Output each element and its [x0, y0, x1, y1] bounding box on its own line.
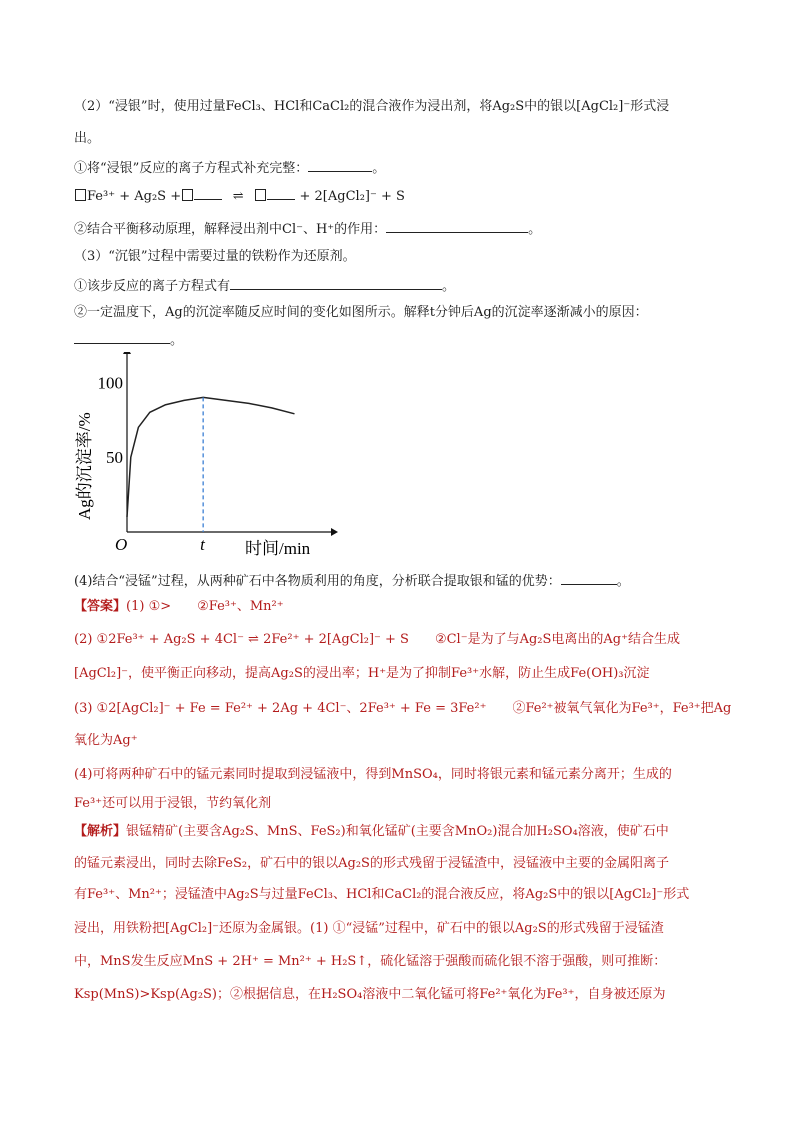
answer-blank[interactable]: [561, 572, 617, 585]
q4-prompt: (4)结合“浸锰”过程，从两种矿石中各物质利用的角度，分析联合提取银和锰的优势：: [74, 574, 561, 589]
x-axis-label: 时间/min: [245, 539, 311, 558]
analysis-text-1: 银锰精矿(主要含Ag₂S、MnS、FeS₂)和氧化锰矿(主要含MnO₂)混合加H₂SO₄溶液，使矿石中: [126, 824, 669, 839]
answer-blank[interactable]: [230, 277, 442, 290]
analysis-line-4: 浸出，用铁粉把[AgCl₂]⁻还原为金属银。(1) ①“浸锰”过程中，矿石中的银以Ag₂S的形式残留于浸锰渣: [74, 921, 664, 936]
q3-intro: （3）“沉银”过程中需要过量的铁粉作为还原剂。: [74, 249, 356, 264]
q2-1-end: 。: [372, 161, 386, 176]
answer-blank[interactable]: [267, 187, 295, 200]
answer-blank[interactable]: [74, 331, 170, 344]
y-tick-label: 50: [106, 448, 123, 468]
equilibrium-arrow-icon: ⇌: [232, 189, 244, 204]
analysis-line-6: Ksp(MnS)>Ksp(Ag₂S)；②根据信息，在H₂SO₄溶液中二氧化锰可将Fe²⁺氧化为Fe³⁺，自身被还原为: [74, 987, 666, 1002]
y-axis-label: Ag的沉淀率/%: [75, 412, 94, 520]
q4-end: 。: [616, 574, 630, 589]
answer-blank[interactable]: [194, 187, 222, 200]
answer-3-line-2: 氧化为Ag⁺: [74, 733, 138, 748]
answer-2-line-2: [AgCl₂]⁻，使平衡正向移动，提高Ag₂S的浸出率；H⁺是为了抑制Fe³⁺水解，防止生成Fe(OH)₃沉淀: [74, 666, 650, 681]
coefficient-box[interactable]: [182, 189, 193, 201]
analysis-line-1: [74, 823, 669, 841]
q2-2-end: 。: [528, 222, 542, 237]
answer-blank[interactable]: [308, 159, 372, 172]
answer-label: 【答案】: [74, 599, 127, 614]
q3-2-end: 。: [170, 333, 184, 348]
origin-label: O: [115, 535, 128, 554]
q2-2-prompt: ②结合平衡移动原理，解释浸出剂中Cl⁻、H⁺的作用：: [74, 222, 387, 237]
answer-4-line-2: Fe³⁺还可以用于浸银，节约氧化剂: [74, 796, 272, 811]
analysis-line-5: 中，MnS发生反应MnS + 2H⁺ = Mn²⁺ + H₂S↑，硫化锰溶于强酸而硫化银不溶于强酸，则可推断：: [74, 954, 667, 969]
eq-part2: + 2[AgCl₂]⁻ + S: [299, 189, 405, 204]
q2-intro: （2）“浸银”时，使用过量FeCl₃、HCl和CaCl₂的混合液作为浸出剂，将Ag₂S中的银以[AgCl₂]⁻形式浸: [74, 99, 670, 114]
q2-intro-cont: 出。: [74, 131, 101, 146]
q2-2-line: [74, 220, 541, 239]
q4-line: [74, 572, 630, 591]
analysis-line-2: 的锰元素浸出，同时去除FeS₂，矿石中的银以Ag₂S的形式残留于浸锰渣中，浸锰液中主要的金属阳离子: [74, 856, 669, 871]
q2-1-line: [74, 159, 385, 178]
coefficient-box[interactable]: [75, 189, 86, 201]
x-tick-label: t: [200, 535, 205, 554]
answer-4-line-1: (4)可将两种矿石中的锰元素同时提取到浸锰液中，得到MnSO₄，同时将银元素和锰元素分离开；生成的: [74, 767, 672, 782]
answer-blank[interactable]: [386, 220, 528, 233]
coefficient-box[interactable]: [255, 189, 266, 201]
answer-2-line-1: (2) ①2Fe³⁺ + Ag₂S + 4Cl⁻ ⇌ 2Fe²⁺ + 2[AgCl₂]⁻ + S ②Cl⁻是为了与Ag₂S电离出的Ag⁺结合生成: [74, 632, 680, 647]
q3-1-end: 。: [442, 279, 456, 294]
equation-line: [74, 187, 405, 206]
series-line: [127, 397, 295, 517]
y-axis-arrow-icon: [123, 352, 131, 354]
eq-part1: Fe³⁺ + Ag₂S +: [87, 189, 182, 204]
sedimentation-rate-chart: [70, 352, 340, 564]
answer-1: (1) ①> ②Fe³⁺、Mn²⁺: [126, 599, 284, 614]
q3-1-prompt: ①该步反应的离子方程式有: [74, 279, 231, 294]
answer-line-1: [74, 598, 284, 616]
q2-1-prompt: ①将“浸银”反应的离子方程式补充完整：: [74, 161, 309, 176]
answer-3-line-1: (3) ①2[AgCl₂]⁻ + Fe = Fe²⁺ + 2Ag + 4Cl⁻、2Fe³⁺ + Fe = 3Fe²⁺ ②Fe²⁺被氧气氧化为Fe³⁺，Fe³⁺把Ag: [74, 701, 732, 716]
q3-2-blank-line: [74, 331, 183, 350]
q3-1-line: [74, 277, 455, 296]
analysis-label: 【解析】: [74, 824, 127, 839]
analysis-line-3: 有Fe³⁺、Mn²⁺；浸锰渣中Ag₂S与过量FeCl₃、HCl和CaCl₂的混合液反应，将Ag₂S中的银以[AgCl₂]⁻形式: [74, 887, 690, 902]
q3-2-prompt: ②一定温度下，Ag的沉淀率随反应时间的变化如图所示。解释t分钟后Ag的沉淀率逐渐减小的原因：: [74, 305, 648, 320]
x-axis-arrow-icon: [331, 528, 338, 536]
y-tick-label: 100: [97, 373, 123, 393]
